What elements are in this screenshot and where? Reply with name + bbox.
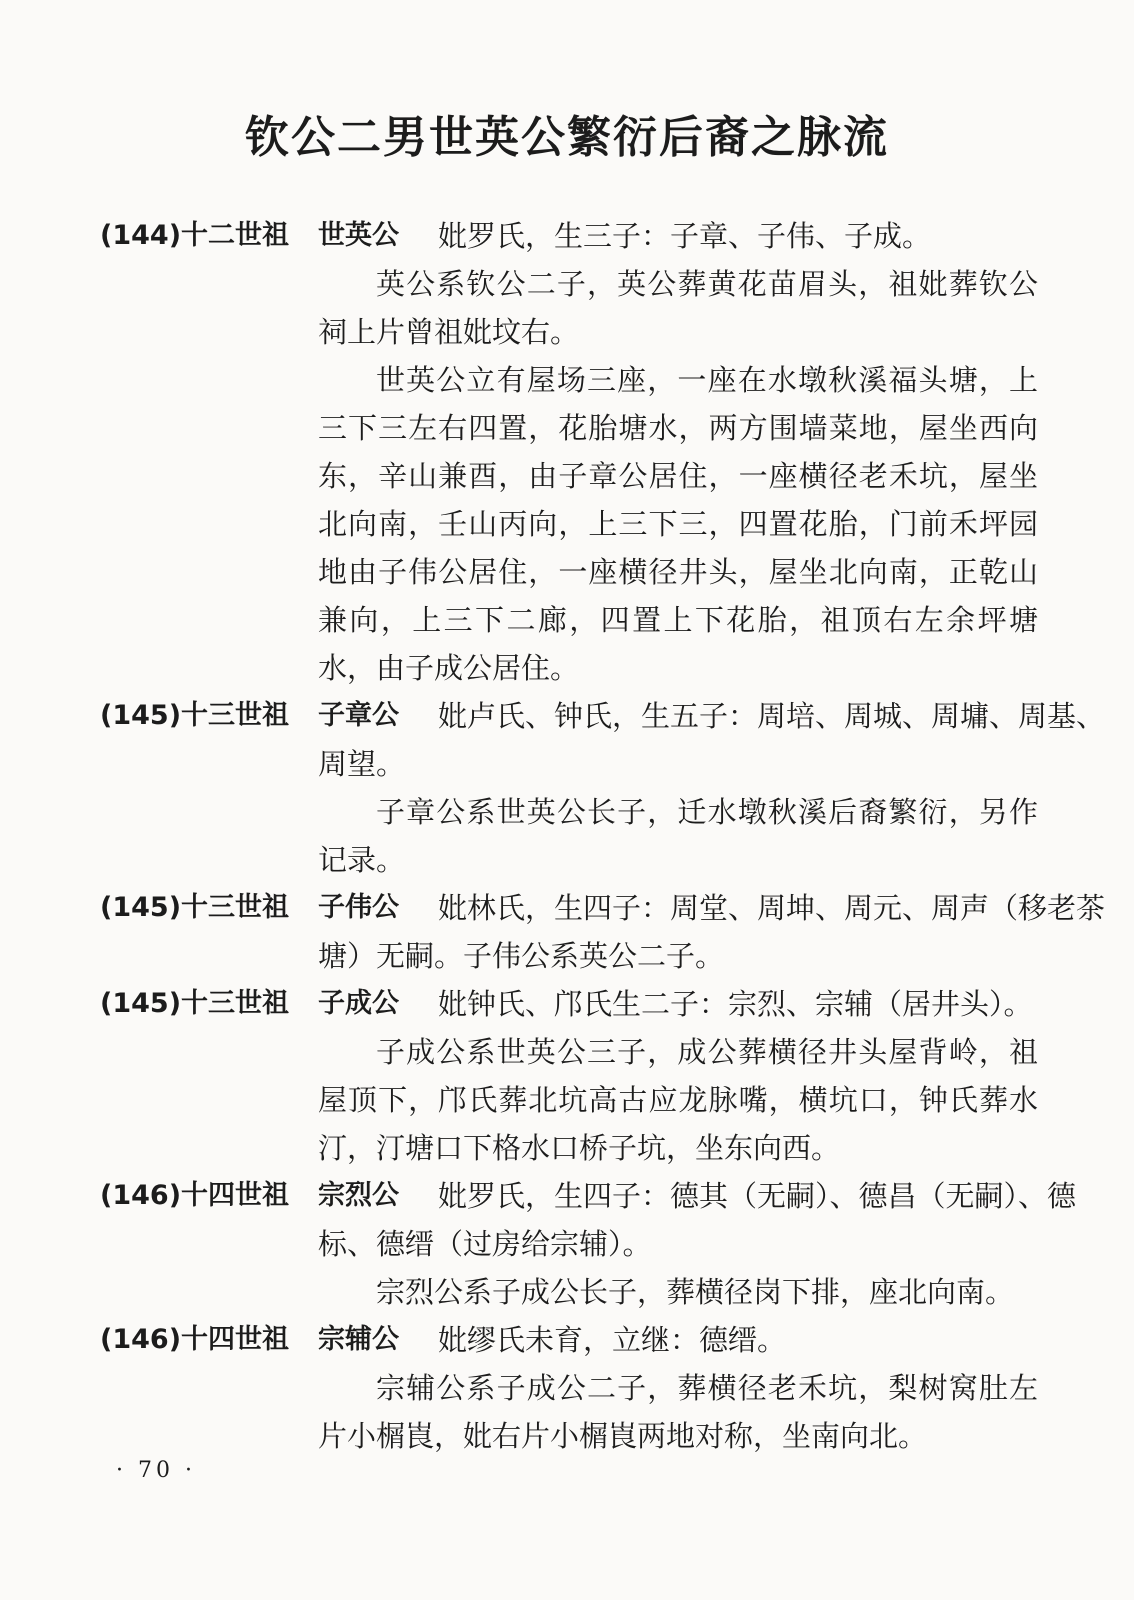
entry-paragraph: 宗辅公系子成公二子，葬横径老禾坑，梨树窝肚左片小榍崀，妣右片小榍崀两地对称，坐南向北。 [318, 1371, 1038, 1453]
ancestor-info: 妣罗氏，生三子：子章、子伟、子成。 [438, 219, 932, 253]
entry-body [318, 1220, 1038, 1316]
ancestor-info: 妣林氏，生四子：周堂、周坤、周元、周声（移老茶 [438, 891, 1106, 925]
entry-paragraph: 英公系钦公二子，英公葬黄花苗眉头，祖妣葬钦公祠上片曾祖妣坟右。 [318, 267, 1038, 349]
generation-label: (145)十三世祖 [100, 988, 290, 1019]
entry-heading [100, 212, 1050, 260]
entry-paragraph: 宗烈公系子成公长子，葬横径岗下排，座北向南。 [376, 1275, 1015, 1309]
generation-label: (146)十四世祖 [100, 1180, 290, 1211]
entry-body [318, 1028, 1038, 1172]
entry-paragraph: 子成公系世英公三子，成公葬横径井头屋背岭，祖屋顶下，邝氏葬北坑高古应龙脉嘴，横坑口，钟氏葬水汀，汀塘口下格水口桥子坑，坐东向西。 [318, 1035, 1038, 1165]
genealogy-entry [100, 212, 1050, 692]
ancestor-info-continued: 塘）无嗣。子伟公系英公二子。 [318, 939, 725, 973]
generation-label: (146)十四世祖 [100, 1324, 290, 1355]
entry-body [318, 260, 1038, 692]
ancestor-name: 世英公 [318, 220, 399, 251]
ancestor-name: 子章公 [318, 700, 399, 731]
ancestor-info: 妣卢氏、钟氏，生五子：周培、周城、周墉、周基、 [438, 699, 1106, 733]
ancestor-info-continued: 周望。 [318, 747, 406, 781]
page-number: · 70 · [116, 1458, 196, 1483]
genealogy-content [100, 212, 1106, 1460]
entry-heading [100, 1172, 1077, 1220]
ancestor-name: 子成公 [318, 988, 399, 1019]
entry-heading [100, 884, 1106, 932]
entry-heading [100, 980, 1050, 1028]
entry-paragraph: 子章公系世英公长子，迁水墩秋溪后裔繁衍，另作记录。 [318, 795, 1038, 877]
generation-label: (144)十二世祖 [100, 220, 290, 251]
generation-label: (145)十三世祖 [100, 892, 290, 923]
genealogy-entry [100, 884, 1106, 980]
ancestor-info: 妣钟氏、邝氏生二子：宗烈、宗辅（居井头）。 [438, 987, 1033, 1021]
ancestor-info: 妣罗氏，生四子：德其（无嗣）、德昌（无嗣）、德 [438, 1179, 1077, 1213]
entry-body [318, 932, 1038, 980]
ancestor-info-continued: 标、德缙（过房给宗辅）。 [318, 1227, 652, 1261]
genealogy-entry [100, 1316, 1050, 1460]
ancestor-name: 子伟公 [318, 892, 399, 923]
entry-paragraph: 世英公立有屋场三座，一座在水墩秋溪福头塘，上三下三左右四置，花胎塘水，两方围墙菜地，屋坐西向东，辛山兼酉，由子章公居住，一座横径老禾坑，屋坐北向南，壬山丙向，上三下三，四置花胎，门前禾坪园地由子伟公居住，一座横径井头，屋坐北向南，正乾山兼向，上三下二廊，四置上下花胎，祖顶右左余坪塘水，由子成公居住。 [318, 363, 1038, 685]
genealogy-entry [100, 980, 1050, 1172]
entry-body [318, 1364, 1038, 1460]
entry-heading [100, 692, 1106, 740]
genealogy-entry [100, 692, 1106, 884]
genealogy-entry [100, 1172, 1077, 1316]
entry-body [318, 740, 1038, 884]
entry-heading [100, 1316, 1050, 1364]
page-title: 钦公二男世英公繁衍后裔之脉流 [245, 112, 889, 163]
ancestor-name: 宗烈公 [318, 1180, 399, 1211]
ancestor-name: 宗辅公 [318, 1324, 399, 1355]
ancestor-info: 妣缪氏未育，立继：德缙。 [438, 1323, 787, 1357]
generation-label: (145)十三世祖 [100, 700, 290, 731]
